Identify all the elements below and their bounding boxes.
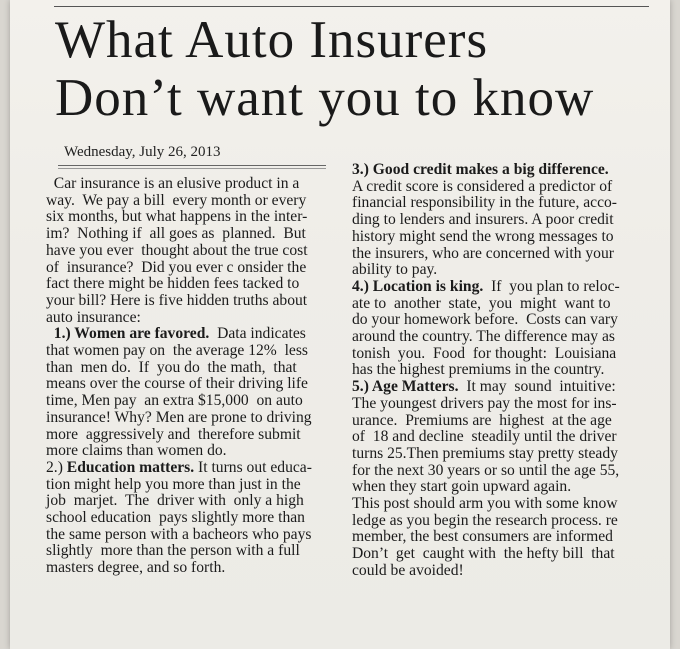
truth-5 <box>352 379 662 579</box>
text-line: around the country. The difference may as <box>352 328 615 346</box>
text-line: time, Men pay an extra $15,000 on auto <box>46 392 303 410</box>
text-line: tion might help you more than just in the <box>46 475 301 493</box>
text-line <box>352 279 662 296</box>
text-line: job marjet. The driver with only a high <box>46 492 304 510</box>
truth-4 <box>352 279 662 379</box>
text-line <box>352 162 662 179</box>
text-line: A credit score is considered a predictor of <box>352 177 613 195</box>
text-line: Car insurance is an elusive product in a <box>46 175 300 192</box>
article-column-2 <box>352 162 662 580</box>
text-line: of insurance? Did you ever c onsider the <box>46 258 307 276</box>
truth-5-heading: 5.) Age Matters. <box>352 378 459 396</box>
text-line: way. We pay a bill every month or every <box>46 191 307 209</box>
text-line: ding to lenders and insurers. A poor credit <box>352 211 614 229</box>
headline <box>55 12 655 126</box>
truth-4-lead: If you plan to reloc- <box>483 277 620 295</box>
text-line: The youngest drivers pay the most for ins- <box>352 394 617 412</box>
text-line <box>352 379 662 396</box>
text-line: have you ever thought about the true cost <box>46 241 308 259</box>
text-line: turns 25.Then premiums stay pretty steady <box>352 444 618 462</box>
text-line: ability to pay. <box>352 261 438 279</box>
truth-1 <box>46 326 346 460</box>
dateline: Wednesday, July 26, 2013 <box>64 144 221 160</box>
text-line: This post should arm you with some know <box>352 495 618 513</box>
text-line: has the highest premiums in the country. <box>352 361 605 379</box>
truth-3 <box>352 162 662 279</box>
text-line: tonish you. Food for thought: Louisiana <box>352 344 617 362</box>
text-line: im? Nothing if all goes as planned. But <box>46 225 306 243</box>
text-line: insurance! Why? Men are prone to driving <box>46 408 312 426</box>
truth-1-heading: 1.) Women are favored. <box>53 325 210 343</box>
text-line: ledge as you begin the research process. re <box>352 511 618 529</box>
truth-2-number: 2.) <box>46 458 67 476</box>
text-line: do your homework before. Costs can vary <box>352 311 618 329</box>
text-line: means over the course of their driving life <box>46 375 308 393</box>
truth-4-heading: 4.) Location is king. <box>352 277 484 295</box>
text-line: masters degree, and so forth. <box>46 559 226 577</box>
headline-line-1: What Auto Insurers <box>55 11 489 69</box>
text-line: Don’t get caught with the hefty bill that <box>352 545 615 563</box>
dateline-rule-secondary <box>58 168 326 169</box>
text-line: of 18 and decline steadily until the driver <box>352 428 617 446</box>
text-line: ate to another state, you might want to <box>352 294 611 312</box>
text-line: your bill? Here is five hidden truths about <box>46 291 308 309</box>
text-line: when they start goin upward again. <box>352 478 572 496</box>
text-line: more claims than women do. <box>46 442 227 460</box>
text-line: member, the best consumers are informed <box>352 528 613 546</box>
newspaper-clipping <box>10 0 670 649</box>
headline-line-2: Don’t want you to know <box>55 69 595 127</box>
truth-2-heading: Education matters. <box>66 458 195 476</box>
text-line: more aggressively and therefore submit <box>46 425 301 443</box>
text-line: than men do. If you do the math, that <box>46 358 297 376</box>
text-line: financial responsibility in the future, acco- <box>352 194 618 212</box>
text-line: fact there might be hidden fees tacked to <box>46 275 300 293</box>
text-line: slightly more than the person with a full <box>46 542 300 560</box>
text-line: the insurers, who are concerned with your <box>352 244 614 262</box>
article-column-1 <box>46 176 346 577</box>
text-line: six months, but what happens in the inter- <box>46 208 308 226</box>
truth-1-lead: Data indicates <box>209 325 306 343</box>
top-rule <box>54 6 649 7</box>
intro-paragraph <box>46 176 346 326</box>
truth-5-lead: It may sound intuitive: <box>458 378 616 396</box>
text-line: history might send the wrong messages to <box>352 227 614 245</box>
text-line <box>46 460 346 477</box>
text-line: auto insurance: <box>46 308 141 326</box>
text-line: school education pays slightly more than <box>46 509 305 527</box>
truth-2 <box>46 460 346 577</box>
truth-3-heading: 3.) Good credit makes a big difference. <box>352 161 609 178</box>
text-line: that women pay on the average 12% less <box>46 342 308 360</box>
text-line: the same person with a bacheors who pays <box>46 525 312 543</box>
text-line <box>46 326 346 343</box>
dateline-rule <box>58 165 326 166</box>
truth-2-lead: It turns out educa- <box>194 458 312 476</box>
text-line: could be avoided! <box>352 561 464 579</box>
text-line: urance. Premiums are highest at the age <box>352 411 612 429</box>
text-line: for the next 30 years or so until the age 55, <box>352 461 620 479</box>
